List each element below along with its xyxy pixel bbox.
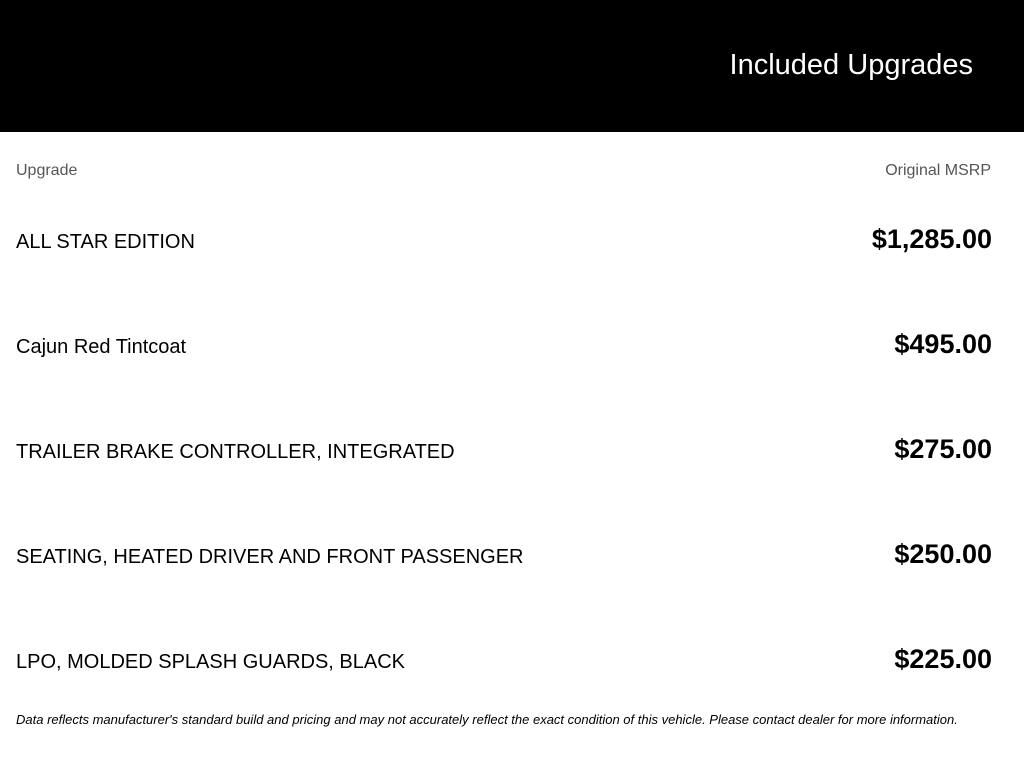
column-header-msrp: Original MSRP bbox=[885, 162, 991, 179]
table-row bbox=[0, 430, 1024, 470]
upgrade-price: $250.00 bbox=[894, 539, 992, 569]
upgrade-price: $225.00 bbox=[894, 644, 992, 674]
table-row bbox=[0, 325, 1024, 365]
table-row bbox=[0, 220, 1024, 260]
page-title: Included Upgrades bbox=[729, 49, 973, 81]
disclaimer-text: Data reflects manufacturer's standard build and pricing and may not accurately reflect the exact condition of this vehicle. Please contact dealer for more information. bbox=[16, 712, 958, 727]
upgrade-name: TRAILER BRAKE CONTROLLER, INTEGRATED bbox=[16, 441, 455, 463]
upgrade-name: Cajun Red Tintcoat bbox=[16, 336, 187, 358]
column-header-upgrade: Upgrade bbox=[16, 162, 78, 179]
upgrade-name: LPO, MOLDED SPLASH GUARDS, BLACK bbox=[16, 651, 406, 673]
upgrades-table bbox=[0, 132, 1024, 768]
upgrade-name: SEATING, HEATED DRIVER AND FRONT PASSENGER bbox=[16, 546, 524, 568]
upgrade-name: ALL STAR EDITION bbox=[16, 231, 195, 253]
upgrade-price: $495.00 bbox=[894, 329, 992, 359]
header-banner bbox=[0, 0, 1024, 132]
upgrade-price: $275.00 bbox=[894, 434, 992, 464]
upgrade-price: $1,285.00 bbox=[871, 224, 992, 254]
table-row bbox=[0, 640, 1024, 680]
table-row bbox=[0, 535, 1024, 575]
